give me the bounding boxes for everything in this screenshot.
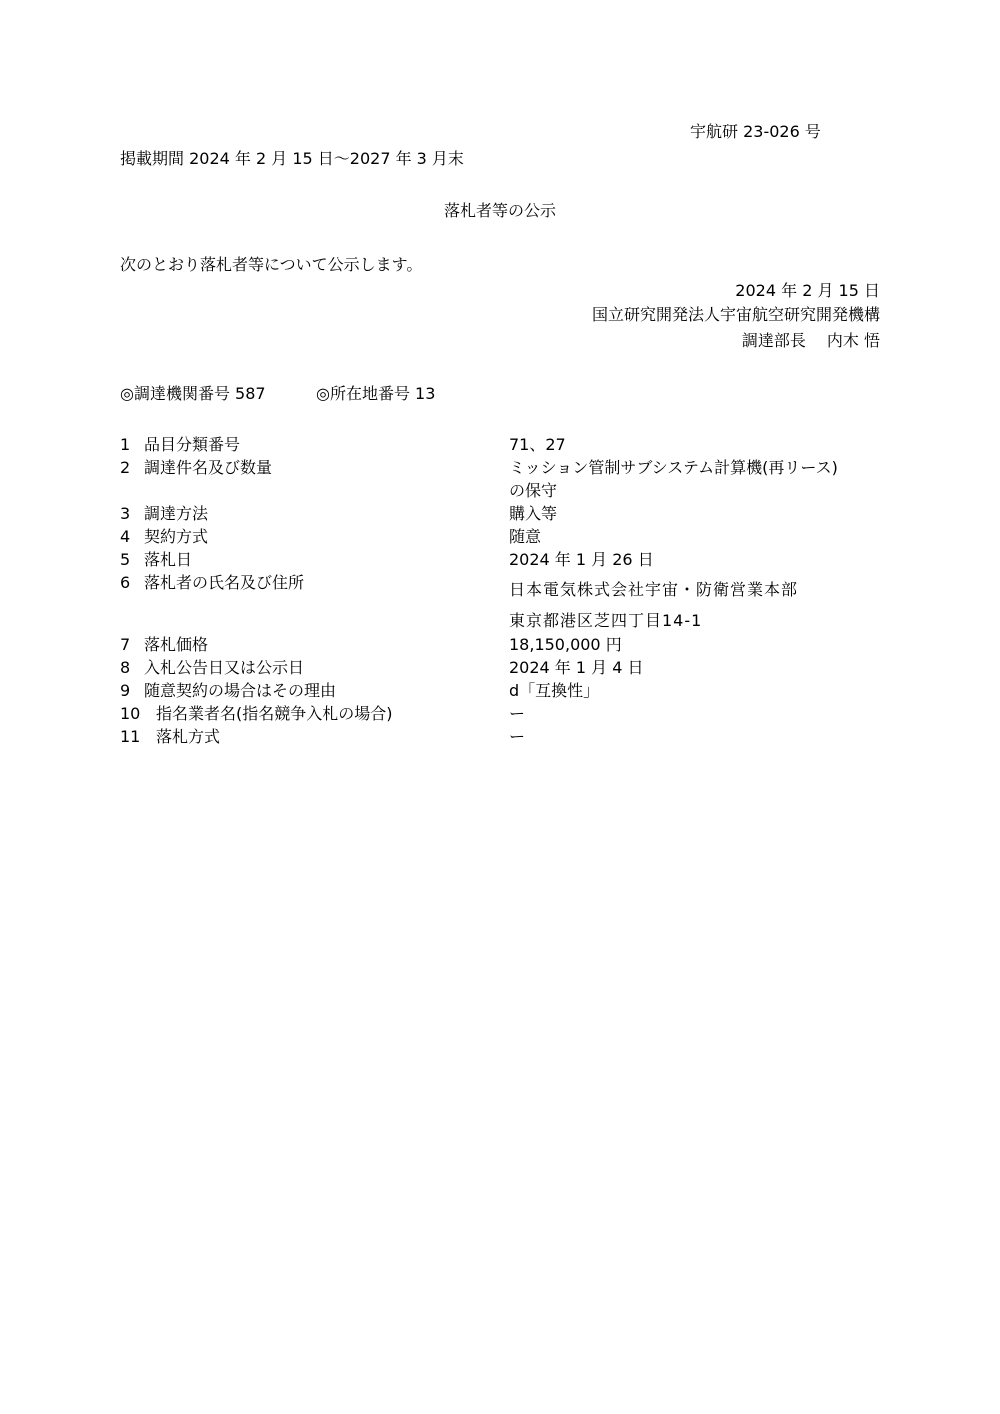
item-label: 入札公告日又は公示日 [144, 658, 305, 677]
item-value-continued: の保守 [509, 481, 558, 500]
item-label: 落札方式 [156, 727, 221, 746]
item-number: 5 [120, 550, 131, 569]
item-number: 1 [120, 435, 131, 454]
item-value: 日本電気株式会社宇宙・防衛営業本部 [509, 580, 799, 599]
location-code: ◎所在地番号 13 [316, 384, 436, 403]
item-label: 落札日 [144, 550, 193, 569]
item-label: 随意契約の場合はその理由 [144, 681, 337, 700]
item-number: 7 [120, 635, 131, 654]
item-value: 71、27 [509, 435, 566, 454]
item-number: 10 [120, 704, 141, 723]
issue-date: 2024 年 2 月 15 日 [735, 281, 880, 300]
reference-number: 宇航研 23-026 号 [690, 122, 821, 141]
issuer-official: 調達部長 内木 悟 [741, 331, 880, 350]
item-label: 指名業者名(指名競争入札の場合) [156, 704, 393, 723]
procurement-agency-code: ◎調達機関番号 587 [120, 384, 266, 403]
item-number: 3 [120, 504, 131, 523]
item-label: 調達件名及び数量 [144, 458, 273, 477]
item-number: 4 [120, 527, 131, 546]
item-value: ー [509, 704, 526, 723]
item-value: d「互換性」 [509, 681, 600, 700]
item-label: 落札者の氏名及び住所 [144, 573, 305, 592]
page-title: 落札者等の公示 [443, 201, 556, 220]
item-number: 11 [120, 727, 141, 746]
item-number: 9 [120, 681, 131, 700]
item-number: 6 [120, 573, 131, 592]
item-value: ー [509, 727, 526, 746]
item-value: 購入等 [509, 504, 558, 523]
item-value: 18,150,000 円 [509, 635, 622, 654]
item-number: 8 [120, 658, 131, 677]
intro-text: 次のとおり落札者等について公示します。 [120, 255, 423, 274]
item-label: 落札価格 [144, 635, 209, 654]
item-value: ミッション管制サブシステム計算機(再リース) [509, 458, 838, 477]
item-value-continued: 東京都港区芝四丁目14-1 [509, 611, 703, 630]
item-value: 2024 年 1 月 4 日 [509, 658, 644, 677]
item-label: 調達方法 [144, 504, 209, 523]
item-number: 2 [120, 458, 131, 477]
item-value: 随意 [509, 527, 542, 546]
item-label: 契約方式 [144, 527, 209, 546]
item-label: 品目分類番号 [144, 435, 241, 454]
issuer-organization: 国立研究開発法人宇宙航空研究開発機構 [591, 305, 880, 324]
item-value: 2024 年 1 月 26 日 [509, 550, 654, 569]
posting-period: 掲載期間 2024 年 2 月 15 日～2027 年 3 月末 [120, 149, 464, 168]
